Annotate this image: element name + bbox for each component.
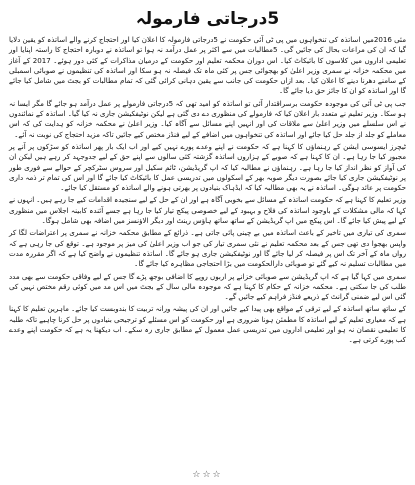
article-paragraph-7: کے ساتھ ساتھ اساتذہ کے لیے ترقی کے مواقع بھی پیدا کیے جائیں اور ان کی پیشہ ورانہ تربیت کا بندوبست کیا جائے۔ ماہرین تعلیم کا کہنا ہے کہ معیاری تعلیم کے لیے اساتذہ کا مطمئن ہونا ضروری ہے اور حکومت کو اس مسئلے کو ترجیحی بنیادوں پر حل کرنا چاہیے تاکہ طلبہ کا تعلیمی نقصان نہ ہو اور تعلیمی اداروں میں تدریسی عمل معمول کے مطابق جاری رہ سکے۔ اب دیکھنا یہ ہے کہ حکومت اپنے وعدے کب پورے کرتی ہے۔ — [9, 304, 406, 345]
article-paragraph-3: ٹیچرز ایسوسی ایشن کے رہنماؤں کا کہنا ہے کہ حکومت نے اپنے وعدے پورے نہیں کیے اور اب ایک بار پھر اساتذہ کو سڑکوں پر آنے پر مجبور کیا جا رہا ہے۔ ان کا کہنا ہے کہ صوبے کے ہزاروں اساتذہ گزشتہ کئی سالوں سے اپنے حق کے لیے جدوجہد کر رہے ہیں لیکن ان کی آواز کو نظر انداز کیا جا رہا ہے۔ رہنماؤں نے مطالبہ کیا کہ اپ گریڈیشن، ٹائم سکیل اور سروس سٹرکچر کے حوالے سے فوری طور پر نوٹیفکیشن جاری کیا جائے بصورت دیگر صوبہ بھر کے اسکولوں میں تدریسی عمل کا بائیکاٹ کیا جائے گا اور اس کی تمام تر ذمہ داری حکومت پر عائد ہوگی۔ اساتذہ نے یہ بھی مطالبہ کیا کہ ایڈہاک بنیادوں پر بھرتی ہونے والے اساتذہ کو مستقل کیا جائے۔ — [9, 141, 406, 193]
article-title: 5درجاتی فارمولہ — [135, 9, 280, 29]
section-separator: ☆☆☆ — [192, 470, 223, 480]
article-paragraph-4: وزیر تعلیم کا کہنا ہے کہ حکومت اساتذہ کے مسائل سے بخوبی آگاہ ہے اور ان کے حل کے لیے سنجیدہ اقدامات کیے جا رہے ہیں۔ انہوں نے کہا کہ مالی مشکلات کے باوجود اساتذہ کی فلاح و بہبود کے لیے خصوصی پیکج تیار کیا جا رہا ہے جسے آئندہ کابینہ اجلاس میں منظوری کے لیے پیش کیا جائے گا۔ اس پیکج میں اپ گریڈیشن کے ساتھ ساتھ ہاؤس رینٹ اور دیگر الاؤنسز میں اضافہ بھی شامل ہوگا۔ — [9, 195, 406, 226]
article-paragraph-5: سمری کی تیاری میں تاخیر کے باعث اساتذہ میں بے چینی پائی جاتی ہے۔ ذرائع کے مطابق محکمہ خزانہ نے سمری پر اعتراضات لگا کر واپس بھجوا دی تھی جس کے بعد محکمہ تعلیم نے نئی سمری تیار کی جو اب وزیر اعلیٰ کی میز پر موجود ہے۔ توقع کی جا رہی ہے کہ رواں ماہ کے آخر تک اس پر فیصلہ کر لیا جائے گا اور نوٹیفکیشن جاری ہو جائے گا۔ اساتذہ تنظیموں نے واضح کیا ہے کہ اگر مقررہ مدت میں مطالبات تسلیم نہ کیے گئے تو صوبائی دارالحکومت میں بڑا احتجاجی مظاہرہ کیا جائے گا۔ — [9, 228, 406, 269]
article-paragraph-2: جب پی ٹی آئی کی موجودہ حکومت برسراقتدار آئی تو اساتذہ کو امید تھی کہ 5درجاتی فارمولے پر عمل درآمد ہو جائے گا مگر ایسا نہ ہو سکا۔ وزیر تعلیم نے متعدد بار اعلان کیا کہ فارمولے کی منظوری دے دی گئی ہے لیکن نوٹیفکیشن جاری نہ کیا گیا۔ اساتذہ کے نمائندوں نے اس سلسلے میں وزیر اعلیٰ سے ملاقات کی اور انہیں اپنے مسائل سے آگاہ کیا۔ وزیر اعلیٰ نے محکمہ خزانہ کو ہدایت کی کہ اس معاملے کو جلد از جلد حل کیا جائے اور اساتذہ کی تنخواہوں میں اضافے کے لیے فنڈز مختص کیے جائیں تاکہ مزید احتجاج کی نوبت نہ آئے۔ — [9, 98, 406, 139]
article-paragraph-6: سمری میں کہا گیا ہے کہ اپ گریڈیشن سے صوبائی خزانے پر اربوں روپے کا اضافی بوجھ پڑے گا جس کے لیے وفاقی حکومت سے بھی مدد طلب کی جا سکتی ہے۔ محکمہ خزانہ کے حکام کا کہنا ہے کہ موجودہ مالی سال کے بجٹ میں اس مد میں کوئی رقم مختص نہیں کی گئی اس لیے ضمنی گرانٹ کے ذریعے فنڈز فراہم کیے جائیں گے۔ — [9, 271, 406, 302]
article-paragraph-1: مئی 2016میں اساتذہ کی تنخواہوں میں پی ٹی آئی حکومت نے 5درجاتی فارمولہ کا اعلان کیا اور احتجاج کرنے والے اساتذہ کو یقین دلایا گیا کہ ان کی مراعات بحال کی جائیں گی۔ 5مطالبات میں سے اکثر پر عمل درآمد نہ ہوا تو اساتذہ نے دوبارہ احتجاج کا راستہ اپنایا اور تعلیمی اداروں میں کلاسوں کا بائیکاٹ کیا۔ اس دوران محکمہ تعلیم اور حکومت کے درمیان مذاکرات کے کئی دور ہوئے۔ 2017 کے آغاز میں محکمہ خزانہ نے سمری وزیر اعلیٰ کو بھجوائی جس پر کئی ماہ تک فیصلہ نہ ہو سکا اور اساتذہ کی تنظیموں نے صوبائی اسمبلی کے سامنے دھرنا دینے کا اعلان کیا۔ بعد ازاں حکومت کی جانب سے یقین دہانی کرائی گئی کہ تمام مطالبات کو بجٹ میں شامل کیا جائے گا اور اساتذہ کو ان کا جائز حق دیا جائے گا۔ — [9, 35, 406, 96]
